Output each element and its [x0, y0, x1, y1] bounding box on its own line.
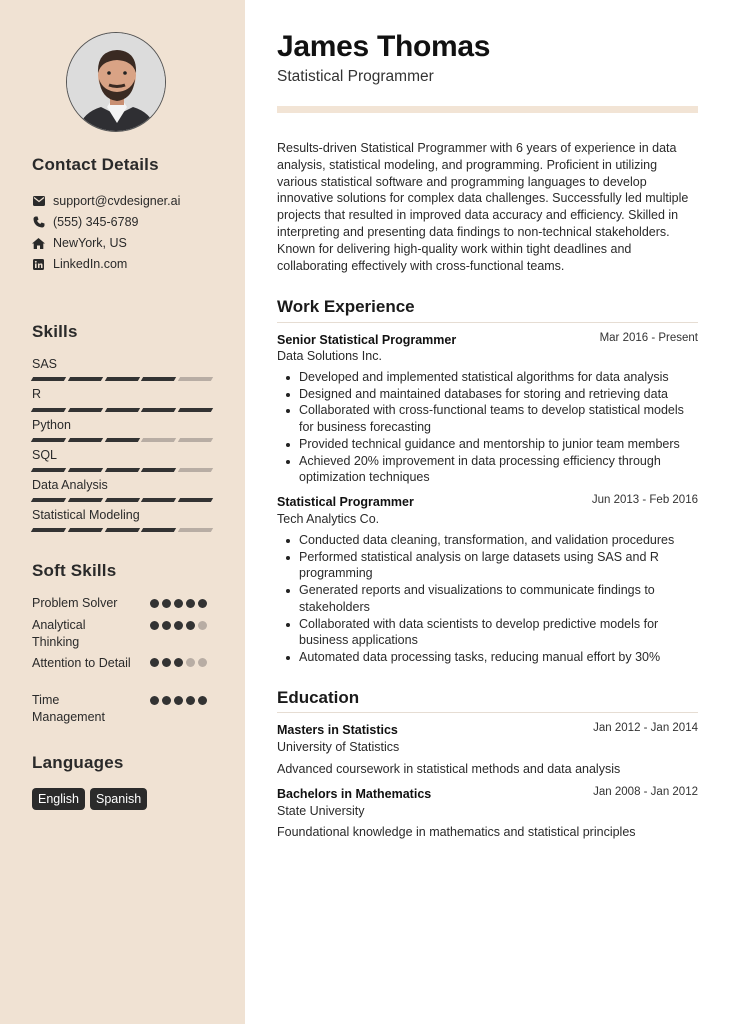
skill-bar-segment	[141, 498, 176, 502]
rating-dot	[186, 696, 195, 705]
list-item: Conducted data cleaning, transformation, and validation procedures	[277, 532, 698, 549]
skill-bar-segment	[68, 528, 103, 532]
list-item: Provided technical guidance and mentorship to junior team members	[277, 436, 698, 453]
rating-dot	[186, 621, 195, 630]
list-item: Performed statistical analysis on large datasets using SAS and R programming	[277, 549, 698, 582]
linkedin-icon	[32, 258, 45, 271]
skill-bar-segment	[31, 498, 66, 502]
job-dates: Jun 2013 - Feb 2016	[591, 494, 698, 506]
skill-bar-segment	[141, 528, 176, 532]
rating-dot	[198, 658, 207, 667]
contact-phone-text: (555) 345-6789	[53, 215, 139, 229]
job-bullets	[277, 532, 698, 666]
rating-dot	[174, 696, 183, 705]
skill-bar-segment	[178, 438, 213, 442]
skill-bar-segment	[31, 468, 66, 472]
list-item: Developed and implemented statistical algorithms for data analysis	[277, 369, 698, 386]
job-dates: Mar 2016 - Present	[599, 332, 698, 344]
contact-email-text: support@cvdesigner.ai	[53, 194, 181, 208]
skill-bar-segment	[68, 438, 103, 442]
candidate-name: James Thomas	[277, 30, 491, 63]
skill-bar	[32, 498, 212, 502]
skill-label: Statistical Modeling	[32, 508, 140, 522]
rating-dot	[162, 658, 171, 667]
skill-bar-segment	[178, 528, 213, 532]
skill-bar-segment	[178, 377, 213, 381]
list-item: Generated reports and visualizations to communicate findings to stakeholders	[277, 582, 698, 615]
skill-bar-segment	[141, 408, 176, 412]
education-description: Foundational knowledge in mathematics and statistical principles	[277, 825, 636, 839]
rating-dot	[174, 658, 183, 667]
soft-skill-label: Attention to Detail	[32, 656, 131, 670]
skill-label: SQL	[32, 448, 58, 462]
skill-bar-segment	[31, 438, 66, 442]
skill-bar-segment	[68, 408, 103, 412]
candidate-title: Statistical Programmer	[277, 68, 434, 85]
soft-skill-label: Problem Solver	[32, 596, 118, 610]
contact-location	[32, 235, 127, 251]
skill-bar	[32, 377, 212, 381]
rating-dot	[162, 599, 171, 608]
email-icon	[32, 195, 45, 208]
skill-bar-segment	[31, 408, 66, 412]
rating-dot	[186, 599, 195, 608]
languages-heading: Languages	[32, 753, 124, 772]
skill-bar-segment	[178, 468, 213, 472]
skill-bar	[32, 438, 212, 442]
soft-skill-label: Time Management	[32, 693, 105, 724]
skill-bar-segment	[104, 468, 139, 472]
soft-skills-heading: Soft Skills	[32, 561, 117, 580]
education-heading: Education	[277, 688, 360, 707]
rating-dot	[162, 696, 171, 705]
skill-bar-segment	[141, 438, 176, 442]
skill-bar	[32, 528, 212, 532]
rating-dot	[150, 658, 159, 667]
soft-skill-rating	[150, 621, 207, 630]
skills-heading: Skills	[32, 322, 78, 341]
soft-skill-label: Analytical Thinking	[32, 618, 86, 649]
section-divider	[277, 322, 698, 323]
rating-dot	[198, 621, 207, 630]
rating-dot	[162, 621, 171, 630]
skill-bar	[32, 408, 212, 412]
soft-skill-rating	[150, 658, 207, 667]
skill-bar-segment	[68, 468, 103, 472]
skill-bar-segment	[178, 498, 213, 502]
degree-title: Masters in Statistics	[277, 723, 398, 737]
job-company: Tech Analytics Co.	[277, 512, 380, 526]
job-company: Data Solutions Inc.	[277, 349, 382, 363]
contact-heading: Contact Details	[32, 155, 159, 174]
rating-dot	[198, 696, 207, 705]
skill-bar-segment	[68, 377, 103, 381]
rating-dot	[150, 621, 159, 630]
language-badge: Spanish	[90, 788, 147, 810]
rating-dot	[198, 599, 207, 608]
accent-divider	[277, 106, 698, 113]
phone-icon	[32, 216, 45, 229]
skill-bar-segment	[104, 377, 139, 381]
list-item: Collaborated with data scientists to develop predictive models for business applications	[277, 616, 698, 649]
job-title: Senior Statistical Programmer	[277, 333, 457, 347]
skill-label: SAS	[32, 357, 58, 371]
section-divider	[277, 712, 698, 713]
skill-label: Python	[32, 418, 71, 432]
rating-dot	[150, 599, 159, 608]
education-dates: Jan 2008 - Jan 2012	[593, 786, 698, 798]
skill-bar-segment	[178, 408, 213, 412]
skill-label: Data Analysis	[32, 478, 108, 492]
soft-skill-rating	[150, 599, 207, 608]
education-dates: Jan 2012 - Jan 2014	[593, 722, 698, 734]
rating-dot	[174, 621, 183, 630]
rating-dot	[150, 696, 159, 705]
skill-bar-segment	[104, 528, 139, 532]
rating-dot	[174, 599, 183, 608]
contact-location-text: NewYork, US	[53, 236, 127, 250]
skill-bar-segment	[104, 408, 139, 412]
skill-bar-segment	[104, 498, 139, 502]
list-item: Achieved 20% improvement in data processing efficiency through optimization techniques	[277, 453, 698, 486]
skill-bar-segment	[141, 377, 176, 381]
work-heading: Work Experience	[277, 297, 415, 316]
avatar	[66, 32, 166, 132]
language-badge: English	[32, 788, 85, 810]
list-item: Designed and maintained databases for storing and retrieving data	[277, 386, 698, 403]
school-name: University of Statistics	[277, 740, 400, 754]
job-bullets	[277, 369, 698, 486]
list-item: Automated data processing tasks, reducing manual effort by 30%	[277, 649, 698, 666]
contact-email[interactable]	[32, 193, 180, 209]
school-name: State University	[277, 804, 365, 818]
skill-bar-segment	[31, 377, 66, 381]
contact-linkedin[interactable]	[32, 256, 127, 272]
rating-dot	[186, 658, 195, 667]
skill-bar	[32, 468, 212, 472]
contact-linkedin-text: LinkedIn.com	[53, 257, 128, 271]
list-item: Collaborated with cross-functional teams to develop statistical models for business forecasting	[277, 402, 698, 435]
profile-summary: Results-driven Statistical Programmer with 6 years of experience in data analysis, statistical modeling, and programming. Proficient in utilizing various statistical software and programming languages to develop innovative solutions for complex data challenges. Successfully led multiple projects that resulted in improved data accuracy and efficiency. Skilled in interpreting and presenting data findings to non-technical stakeholders. Known for delivering high-quality work within tight deadlines and collaborating effectively with cross-functional teams.	[277, 141, 689, 273]
skill-bar-segment	[104, 438, 139, 442]
skill-bar-segment	[68, 498, 103, 502]
degree-title: Bachelors in Mathematics	[277, 787, 432, 801]
sidebar	[0, 0, 245, 1024]
job-title: Statistical Programmer	[277, 495, 414, 509]
skill-label: R	[32, 387, 42, 401]
education-description: Advanced coursework in statistical methods and data analysis	[277, 762, 621, 776]
home-icon	[32, 237, 45, 250]
skill-bar-segment	[31, 528, 66, 532]
skill-bar-segment	[141, 468, 176, 472]
soft-skill-rating	[150, 696, 207, 705]
contact-phone[interactable]	[32, 214, 138, 230]
